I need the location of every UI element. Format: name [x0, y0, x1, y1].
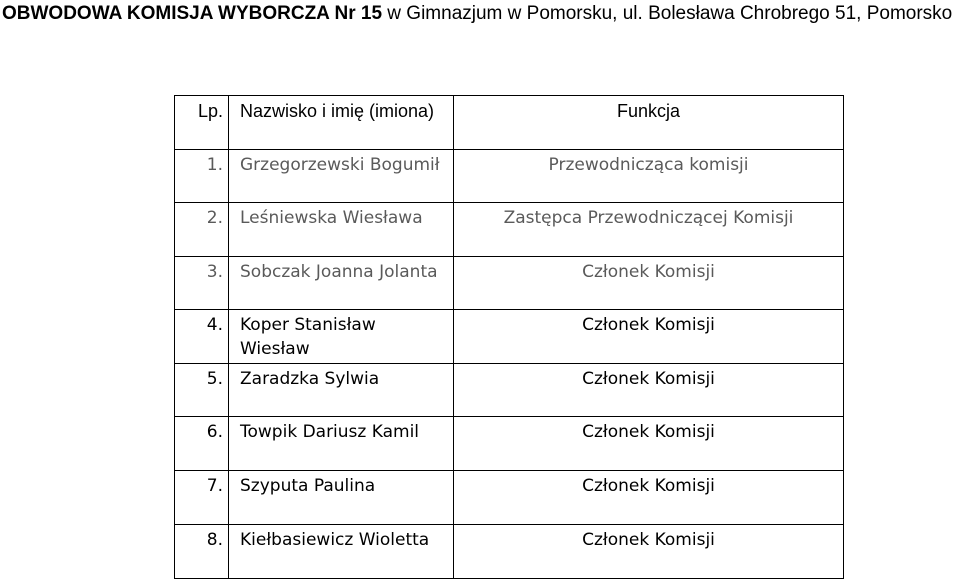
member-name: Kiełbasiewicz Wioletta — [229, 525, 454, 579]
member-function: Członek Komisji — [454, 310, 844, 364]
member-function: Członek Komisji — [454, 525, 844, 579]
member-function: Członek Komisji — [454, 257, 844, 310]
row-number: 5. — [175, 364, 229, 417]
member-name: Leśniewska Wiesława — [229, 203, 454, 257]
member-function: Przewodnicząca komisji — [454, 150, 844, 203]
member-name: Koper Stanisław Wiesław — [229, 310, 454, 364]
table-header-row — [175, 96, 844, 150]
column-header-function: Funkcja — [454, 96, 844, 150]
table-row — [175, 364, 844, 417]
member-function: Członek Komisji — [454, 417, 844, 471]
member-name: Zaradzka Sylwia — [229, 364, 454, 417]
member-function: Członek Komisji — [454, 471, 844, 525]
row-number: 2. — [175, 203, 229, 257]
table-row — [175, 203, 844, 257]
member-name: Sobczak Joanna Jolanta — [229, 257, 454, 310]
committee-name: OBWODOWA KOMISJA WYBORCZA Nr 15 — [2, 3, 383, 24]
table-row — [175, 471, 844, 525]
table-row — [175, 257, 844, 310]
column-header-lp: Lp. — [175, 96, 229, 150]
column-header-name: Nazwisko i imię (imiona) — [229, 96, 454, 150]
table-row — [175, 417, 844, 471]
row-number: 1. — [175, 150, 229, 203]
row-number: 7. — [175, 471, 229, 525]
row-number: 6. — [175, 417, 229, 471]
member-name: Szyputa Paulina — [229, 471, 454, 525]
row-number: 4. — [175, 310, 229, 364]
member-function: Członek Komisji — [454, 364, 844, 417]
member-name: Towpik Dariusz Kamil — [229, 417, 454, 471]
member-function: Zastępca Przewodniczącej Komisji — [454, 203, 844, 257]
row-number: 8. — [175, 525, 229, 579]
member-name: Grzegorzewski Bogumił — [229, 150, 454, 203]
table-row — [175, 525, 844, 579]
page-title — [2, 0, 952, 28]
committee-members-table — [174, 95, 844, 579]
committee-location: w Gimnazjum w Pomorsku, ul. Bolesława Chrobrego 51, Pomorsko — [382, 3, 953, 24]
table-row — [175, 310, 844, 364]
row-number: 3. — [175, 257, 229, 310]
table-row — [175, 150, 844, 203]
